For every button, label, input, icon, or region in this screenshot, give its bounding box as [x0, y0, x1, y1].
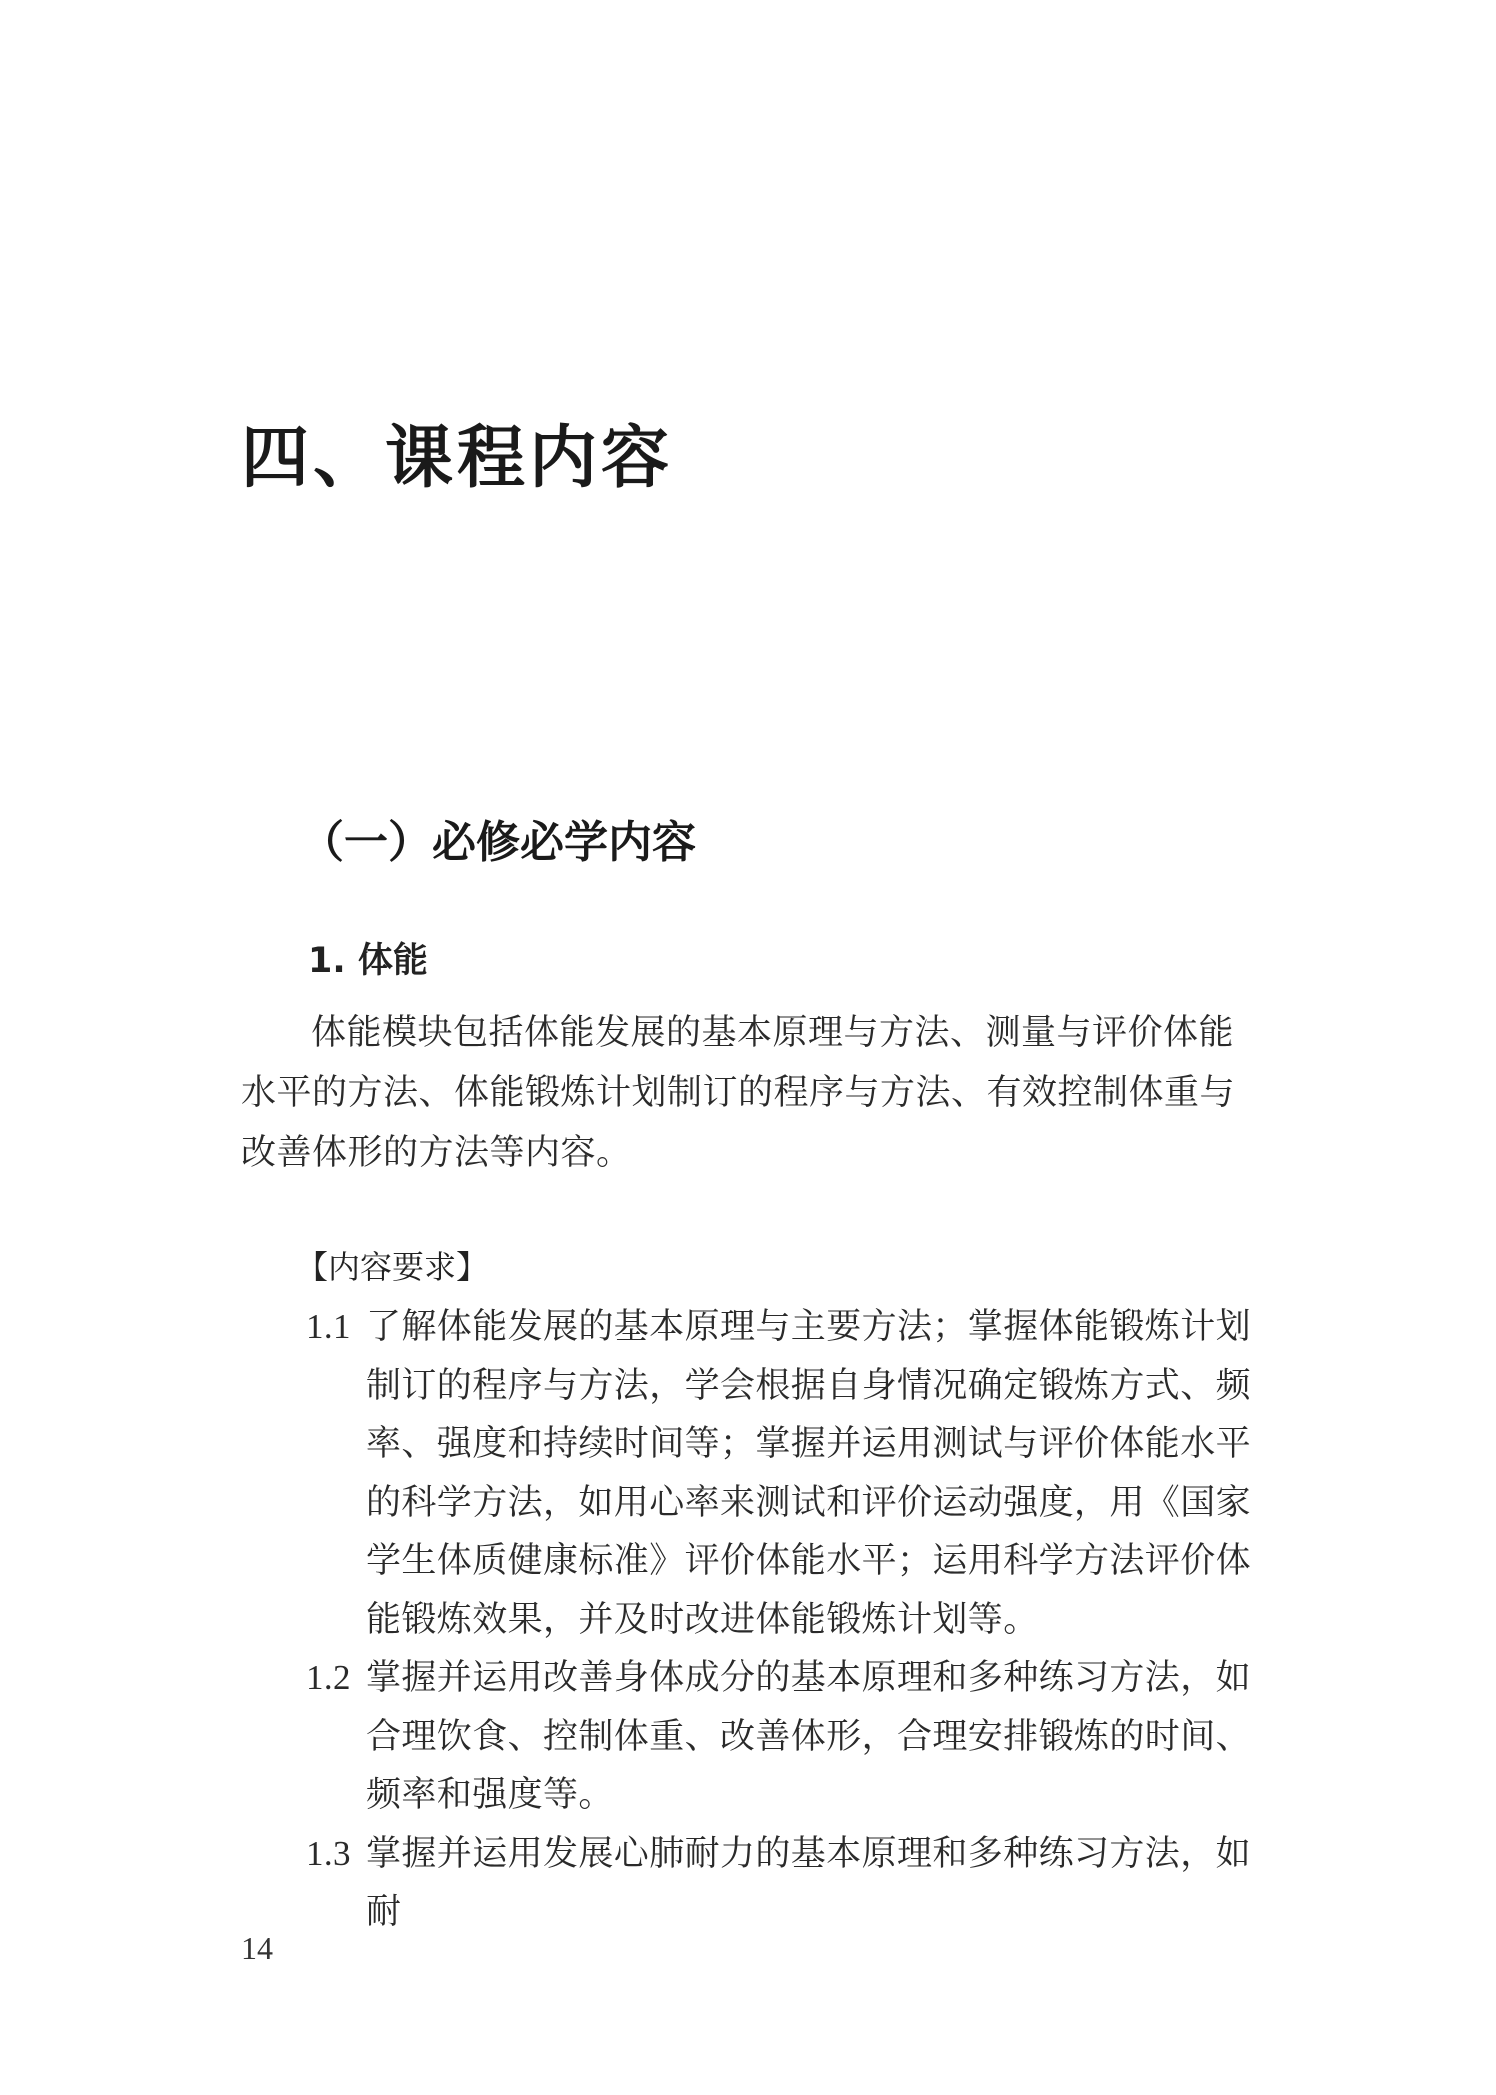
subsection-title: 1. 体能: [308, 941, 428, 981]
requirement-text: 掌握并运用发展心肺耐力的基本原理和多种练习方法，如耐: [366, 1833, 1252, 1932]
requirement-text: 了解体能发展的基本原理与主要方法；掌握体能锻炼计划制订的程序与方法，学会根据自身情况确定锻炼方式、频率、强度和持续时间等；掌握并运用测试与评价体能水平的科学方法，如用心率来测试和评价运动强度，用《国家学生体质健康标准》评价体能水平；运用科学方法评价体能锻炼效果，并及时改进体能锻炼计划等。: [366, 1307, 1252, 1640]
requirement-text: 掌握并运用改善身体成分的基本原理和多种练习方法，如合理饮食、控制体重、改善体形，合理安排锻炼的时间、频率和强度等。: [366, 1658, 1252, 1815]
requirement-item: [306, 1298, 1266, 1649]
section-title: （一）必修必学内容: [300, 817, 696, 868]
requirement-number: 1.1: [306, 1307, 351, 1346]
requirement-item: [306, 1649, 1266, 1825]
requirements-label: 【内容要求】: [296, 1248, 489, 1286]
requirement-number: 1.3: [306, 1833, 351, 1873]
chapter-title: 四、课程内容: [241, 418, 674, 498]
intro-paragraph: 体能模块包括体能发展的基本原理与方法、测量与评价体能水平的方法、体能锻炼计划制订的程序与方法、有效控制体重与改善体形的方法等内容。: [241, 1013, 1236, 1173]
requirements-list: [306, 1298, 1266, 1942]
requirement-item: [306, 1825, 1266, 1942]
page-number: 14: [241, 1930, 273, 1966]
requirement-number: 1.2: [306, 1658, 351, 1697]
